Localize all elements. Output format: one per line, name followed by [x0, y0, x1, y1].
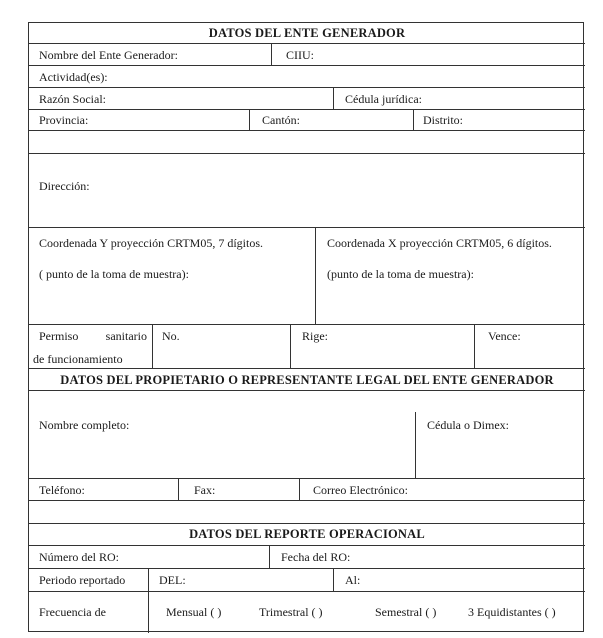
rule-13: [29, 523, 585, 524]
permiso-label-line2: de funcionamiento: [33, 352, 123, 366]
divider-distrito: [413, 109, 414, 130]
periodo-label: Periodo reportado: [39, 573, 126, 587]
canton-label: Cantón:: [262, 113, 300, 127]
rule-1: [29, 43, 585, 44]
vence-label: Vence:: [488, 329, 521, 343]
trimestral-option[interactable]: Trimestral ( ): [259, 605, 323, 619]
coord-y-note: ( punto de la toma de muestra):: [39, 267, 189, 281]
divider-frecuencia: [148, 591, 149, 633]
rule-14: [29, 545, 585, 546]
coord-x-note: (punto de la toma de muestra):: [327, 267, 474, 281]
al-label: Al:: [345, 573, 361, 587]
divider-al: [333, 568, 334, 591]
generator-report-form: [28, 22, 584, 632]
coord-y-label: Coordenada Y proyección CRTM05, 7 dígitos.: [39, 236, 264, 250]
razon-social-label: Razón Social:: [39, 92, 106, 106]
section-title-reporte: DATOS DEL REPORTE OPERACIONAL: [189, 527, 425, 541]
ciiu-label: CIIU:: [286, 48, 314, 62]
permiso-word2: sanitario: [105, 329, 147, 343]
rule-4: [29, 109, 585, 110]
provincia-label: Provincia:: [39, 113, 89, 127]
coord-x-label: Coordenada X proyección CRTM05, 6 dígitos.: [327, 236, 552, 250]
divider-fax: [178, 478, 179, 500]
rule-6: [29, 153, 585, 154]
rule-3: [29, 87, 585, 88]
nombre-ente-label: Nombre del Ente Generador:: [39, 48, 178, 62]
rule-2: [29, 65, 585, 66]
nombre-completo-label: Nombre completo:: [39, 418, 130, 432]
direccion-label: Dirección:: [39, 179, 90, 193]
divider-rige: [290, 324, 291, 368]
rule-9: [29, 368, 585, 369]
divider-vence: [474, 324, 475, 368]
actividad-label: Actividad(es):: [39, 70, 108, 84]
del-label: DEL:: [159, 573, 186, 587]
divider-permiso: [152, 324, 153, 368]
divider-cedula-dimex: [415, 412, 416, 478]
rule-10: [29, 390, 585, 391]
rule-12: [29, 500, 585, 501]
frecuencia-label: Frecuencia de: [39, 605, 106, 619]
no-label: No.: [162, 329, 180, 343]
rule-11: [29, 478, 585, 479]
numero-ro-label: Número del RO:: [39, 550, 119, 564]
rule-15: [29, 568, 585, 569]
fecha-ro-label: Fecha del RO:: [281, 550, 351, 564]
equidistantes-option[interactable]: 3 Equidistantes ( ): [468, 605, 556, 619]
permiso-word1: Permiso: [39, 329, 79, 343]
divider-fecha-ro: [269, 545, 270, 568]
telefono-label: Teléfono:: [39, 483, 85, 497]
mensual-option[interactable]: Mensual ( ): [166, 605, 222, 619]
semestral-option[interactable]: Semestral ( ): [375, 605, 437, 619]
divider-correo: [299, 478, 300, 500]
rule-16: [29, 591, 585, 592]
permiso-label-line1: [39, 329, 147, 343]
rule-8: [29, 324, 585, 325]
rule-5: [29, 130, 585, 131]
fax-label: Fax:: [194, 483, 216, 497]
section-title-generador: DATOS DEL ENTE GENERADOR: [208, 26, 406, 40]
divider-del: [148, 568, 149, 591]
section-title-propietario: DATOS DEL PROPIETARIO O REPRESENTANTE LEGAL DEL ENTE GENERADOR: [60, 373, 554, 387]
divider-cedula-juridica: [333, 87, 334, 109]
rule-7: [29, 227, 585, 228]
divider-ciiu: [271, 43, 272, 65]
distrito-label: Distrito:: [423, 113, 464, 127]
rige-label: Rige:: [302, 329, 328, 343]
cedula-dimex-label: Cédula o Dimex:: [427, 418, 509, 432]
correo-label: Correo Electrónico:: [313, 483, 408, 497]
cedula-juridica-label: Cédula jurídica:: [345, 92, 422, 106]
divider-canton: [249, 109, 250, 130]
divider-coordinates: [315, 227, 316, 324]
